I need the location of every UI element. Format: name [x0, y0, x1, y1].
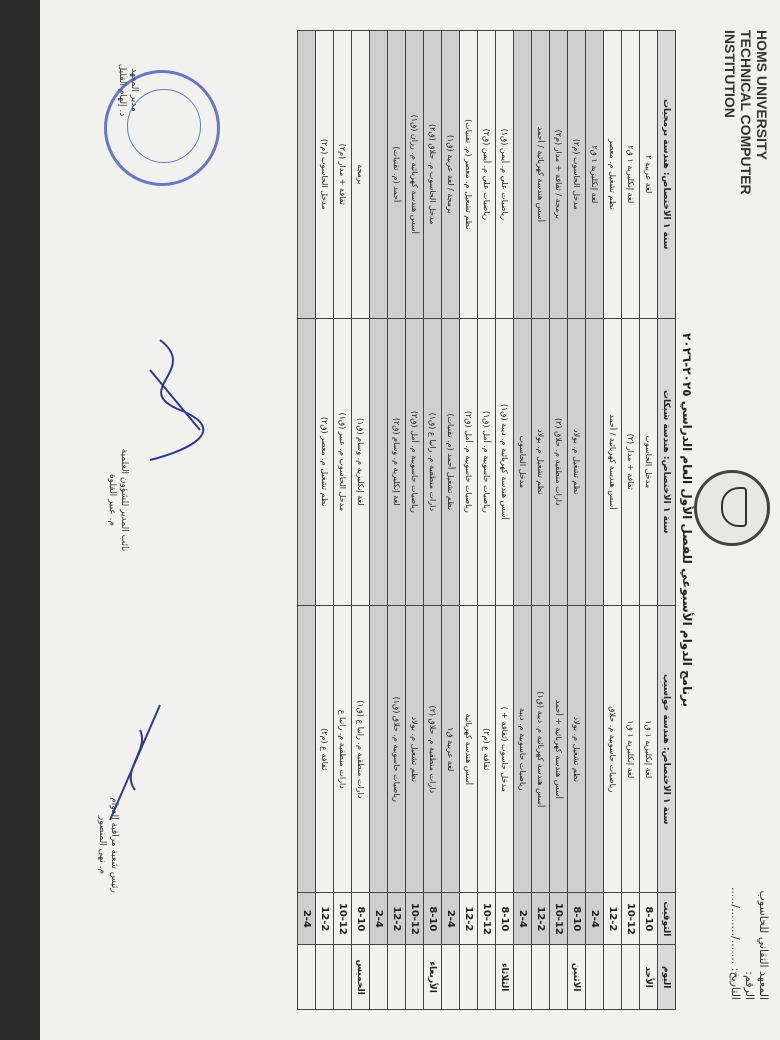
- day-cell: [370, 945, 388, 1010]
- time-cell: 12-2: [532, 893, 550, 945]
- vice-director-name: م. عبير القلوة: [107, 473, 117, 527]
- day-cell: [442, 945, 460, 1010]
- cell-network-eng: [298, 318, 316, 605]
- cell-software-eng: لغة إنكليزية ١ ق٢: [586, 31, 604, 319]
- cell-computer-eng: ثقافة ع (م٢): [478, 606, 496, 893]
- cell-computer-eng: لغة إنكليزية ١ ق١: [622, 606, 640, 893]
- cell-network-eng: [586, 318, 604, 605]
- cell-computer-eng: رياضيات حاسوبية م. ديبة: [514, 606, 532, 893]
- table-row: [316, 31, 334, 1010]
- cell-software-eng: مدخل الحاسوب م. حلاق (ق٢): [424, 31, 442, 319]
- cell-network-eng: نظم تشغيل م. معصر (ق٢): [316, 318, 334, 605]
- cell-computer-eng: ثقافة ع (م٢): [316, 606, 334, 893]
- day-cell: [298, 945, 316, 1010]
- cell-software-eng: أسس هندسة كهربائية / أحمد: [532, 31, 550, 319]
- cell-network-eng: لغة إنكليزية م. وسام (ق٢): [388, 318, 406, 605]
- day-cell: [586, 945, 604, 1010]
- time-cell: 12-2: [460, 893, 478, 945]
- cell-software-eng: [370, 31, 388, 319]
- date-value: ......./......../.....: [729, 886, 742, 965]
- table-row: [586, 31, 604, 1010]
- cell-network-eng: نظم تشغيل م. بولاد: [532, 318, 550, 605]
- time-cell: 8-10: [424, 893, 442, 945]
- cell-computer-eng: نظم تشغيل م. بولاد: [568, 606, 586, 893]
- cell-software-eng: أحمد (م. تقنيات): [388, 31, 406, 319]
- attendance-head-name: م. نهى المنصور: [97, 815, 107, 875]
- cell-computer-eng: أسس هندسة كهربائية + أحمد: [550, 606, 568, 893]
- cell-network-eng: أسس هندسة كهربائية م. ديبة (ق١): [496, 318, 514, 605]
- time-cell: 10-12: [334, 893, 352, 945]
- cell-network-eng: مدخل الحاسوب: [640, 318, 658, 605]
- cell-software-eng: نظم تشغيل م. معصر: [604, 31, 622, 319]
- official-stamp-icon: [104, 70, 220, 186]
- cell-software-eng: برمجة / ثقافة + مدار (م٢): [550, 31, 568, 319]
- time-cell: 2-4: [298, 893, 316, 945]
- time-cell: 2-4: [370, 893, 388, 945]
- day-cell: الخميس: [352, 945, 370, 1010]
- cell-network-eng: نظم تشغيل أحمد (م. تقنيات): [442, 318, 460, 605]
- cell-software-eng: رياضيات علي م. أيمن (ق١): [496, 31, 514, 319]
- paper-sheet: [40, 0, 780, 1040]
- day-cell: [550, 945, 568, 1010]
- cell-network-eng: دارات منطقية م. حلاق (٢): [550, 318, 568, 605]
- cell-computer-eng: [586, 606, 604, 893]
- day-cell: [388, 945, 406, 1010]
- time-cell: 12-2: [388, 893, 406, 945]
- university-logo-icon: [694, 470, 770, 546]
- time-cell: 2-4: [442, 893, 460, 945]
- cell-network-eng: رياضيات حاسوبية م. أمل (ق٢): [460, 318, 478, 605]
- cell-network-eng: رياضيات حاسوبية م. أمل (ق١): [478, 318, 496, 605]
- cell-software-eng: برمجة: [352, 31, 370, 319]
- day-cell: [406, 945, 424, 1010]
- table-row: [334, 31, 352, 1010]
- cell-computer-eng: دارات منطقية م. رانيا ع (ق١): [352, 606, 370, 893]
- cell-computer-eng: [298, 606, 316, 893]
- table-row: [442, 31, 460, 1010]
- cell-network-eng: رياضيات حاسوبية م. أمل (ق٢): [406, 318, 424, 605]
- time-cell: 8-10: [496, 893, 514, 945]
- day-cell: [316, 945, 334, 1010]
- day-cell: [334, 945, 352, 1010]
- header-english: [722, 30, 770, 260]
- cell-computer-eng: دارات منطقية م. حلاق (٢): [424, 606, 442, 893]
- cell-software-eng: مدخل الحاسوب (م٢): [568, 31, 586, 319]
- table-row: [568, 31, 586, 1010]
- cell-computer-eng: أسس هندسة كهربائية م. ديبة (ق١): [532, 606, 550, 893]
- date-row: [728, 740, 742, 1000]
- table-row: [604, 31, 622, 1010]
- cell-software-eng: نظم تشغيل م. معصر (م. تقنيات): [460, 31, 478, 319]
- handwritten-signature-1-icon: [120, 330, 220, 470]
- time-cell: 2-4: [586, 893, 604, 945]
- cell-computer-eng: مدخل حاسوب (ثقافة + ): [496, 606, 514, 893]
- time-cell: 8-10: [640, 893, 658, 945]
- cell-computer-eng: أسس هندسة كهربائية: [460, 606, 478, 893]
- day-cell: الأحد: [640, 945, 658, 1010]
- cell-computer-eng: رياضيات حاسوبية م. حلاق (ق١): [388, 606, 406, 893]
- cell-network-eng: [370, 318, 388, 605]
- cell-computer-eng: لغة عربية ق١: [442, 606, 460, 893]
- institute-name-ar: المعهد التقاني للحاسوب: [757, 890, 770, 1000]
- header-network-eng: سنة ١ الاختصاص: هندسة شبكات: [658, 318, 676, 605]
- university-name-en: HOMS UNIVERSITY: [754, 30, 770, 160]
- day-cell: [622, 945, 640, 1010]
- attendance-head-title: رئيس شعبة مراقبة الدوام: [109, 797, 119, 893]
- institute-name-en-1: TECHNICAL COMPUTER: [738, 30, 754, 195]
- cell-computer-eng: نظم تشغيل م. بولاد: [406, 606, 424, 893]
- cell-network-eng: ثقافة + مدار (٢): [622, 318, 640, 605]
- header-day: اليوم: [658, 945, 676, 1010]
- time-cell: 10-12: [550, 893, 568, 945]
- table-row: [424, 31, 442, 1010]
- cell-network-eng: أسس هندسة كهربائية / أحمد: [604, 318, 622, 605]
- time-cell: 10-12: [478, 893, 496, 945]
- schedule-body: [298, 31, 658, 1010]
- director-title: مدير المعهد: [129, 68, 139, 112]
- table-row: [298, 31, 316, 1010]
- day-cell: الأربعاء: [424, 945, 442, 1010]
- cell-network-eng: لغة إنكليزية م. وسام (ق١): [352, 318, 370, 605]
- cell-software-eng: ثقافة + مدار (م٢): [334, 31, 352, 319]
- table-row: [550, 31, 568, 1010]
- date-label: التاريخ:: [729, 967, 742, 1000]
- header-time: التوقيت: [658, 893, 676, 945]
- header-software-eng: سنة ١ الاختصاص: هندسة برمجيات: [658, 31, 676, 319]
- table-row: [478, 31, 496, 1010]
- cell-computer-eng: لغة إنكليزية ١ ق١: [640, 606, 658, 893]
- cell-computer-eng: [370, 606, 388, 893]
- cell-software-eng: لغة عربية ٢: [640, 31, 658, 319]
- reference-label: الرقم:: [743, 971, 756, 1000]
- director-name: د. إلهام القليل: [117, 63, 127, 117]
- schedule-title: برنامج الدوام الأسبوعي للفصل الأول العام الدراسي ٢٠٢٥-٢٠٢٦: [680, 332, 694, 708]
- handwritten-signature-2-icon: [100, 700, 180, 830]
- day-cell: الاثنين: [568, 945, 586, 1010]
- table-row: [496, 31, 514, 1010]
- cell-software-eng: رياضيات علي م. أيمن (ق٢): [478, 31, 496, 319]
- cell-software-eng: لغة إنكليزية ١ ق٢: [622, 31, 640, 319]
- day-cell: [532, 945, 550, 1010]
- cell-network-eng: نظم تشغيل م. بولاد: [568, 318, 586, 605]
- cell-network-eng: دارات منطقية م. رانيا ع (ق١): [424, 318, 442, 605]
- time-cell: 8-10: [568, 893, 586, 945]
- time-cell: 12-2: [316, 893, 334, 945]
- rotated-document: [40, 0, 780, 1040]
- day-cell: [604, 945, 622, 1010]
- table-row: [460, 31, 478, 1010]
- table-row: [352, 31, 370, 1010]
- day-cell: الثلاثاء: [496, 945, 514, 1010]
- cell-software-eng: [298, 31, 316, 319]
- time-cell: 12-2: [604, 893, 622, 945]
- table-row: [514, 31, 532, 1010]
- cell-software-eng: أسس هندسة كهربائية م. رزان (ق١): [406, 31, 424, 319]
- cell-software-eng: برمجة / لغة عربية (ق١): [442, 31, 460, 319]
- schedule-table: [297, 30, 676, 1010]
- cell-network-eng: مدخل الحاسوب: [514, 318, 532, 605]
- institute-name-en-2: INSTITUTION: [722, 30, 738, 118]
- table-row: [532, 31, 550, 1010]
- day-cell: [460, 945, 478, 1010]
- cell-software-eng: [514, 31, 532, 319]
- time-cell: 2-4: [514, 893, 532, 945]
- time-cell: 10-12: [622, 893, 640, 945]
- time-cell: 8-10: [352, 893, 370, 945]
- table-row: [640, 31, 658, 1010]
- table-header-row: [658, 31, 676, 1010]
- day-cell: [514, 945, 532, 1010]
- table-row: [370, 31, 388, 1010]
- header-arabic: [728, 740, 770, 1000]
- table-row: [622, 31, 640, 1010]
- vice-director-title: نائب المدير للشؤون العلمية: [119, 448, 129, 552]
- day-cell: [478, 945, 496, 1010]
- time-cell: 10-12: [406, 893, 424, 945]
- cell-network-eng: مدخل الحاسوب م. عبير (ق١): [334, 318, 352, 605]
- cell-computer-eng: دارات منطقية م. رانيا ع: [334, 606, 352, 893]
- cell-software-eng: مدخل الحاسوب (م٢): [316, 31, 334, 319]
- table-row: [406, 31, 424, 1010]
- header-computer-eng: سنة ١ الاختصاص: هندسة حواسيب: [658, 606, 676, 893]
- table-row: [388, 31, 406, 1010]
- cell-computer-eng: رياضيات حاسوبية م. حلاق: [604, 606, 622, 893]
